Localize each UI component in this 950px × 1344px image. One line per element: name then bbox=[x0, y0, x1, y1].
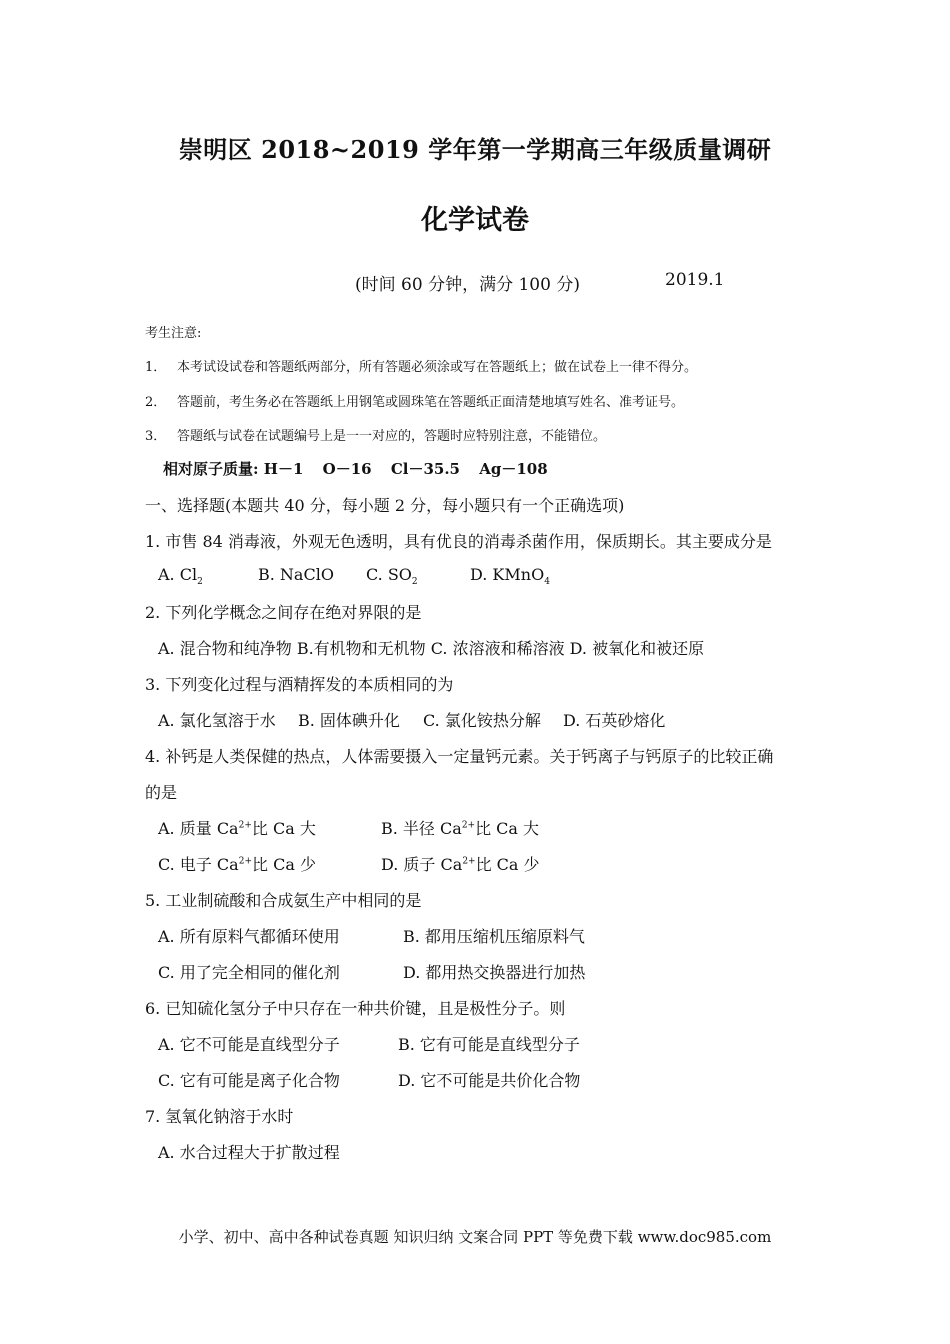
atomic-mass-o: O－16 bbox=[322, 460, 372, 478]
q5-option-b: B. 都用压缩机压缩原料气 bbox=[403, 927, 585, 946]
q4-option-d: D. 质子 $Ca^{2+}$比 Ca 少 bbox=[381, 855, 540, 874]
exam-title: 崇明区 2018~2019 学年第一学期高三年级质量调研 bbox=[178, 135, 772, 164]
q4-option-c: C. 电子 $Ca^{2+}$比 Ca 少 bbox=[158, 855, 316, 874]
q6-option-d: D. 它不可能是共价化合物 bbox=[398, 1071, 581, 1090]
question-4-stem: 4. 补钙是人类保健的热点，人体需要摄入一定量钙元素。关于钙离子与钙原子的比较正确 bbox=[145, 747, 774, 766]
q3-option-c: C. 氯化铵热分解 bbox=[423, 711, 541, 730]
atomic-mass-cl: Cl－35.5 bbox=[390, 460, 460, 478]
q4-option-a: A. 质量 $Ca^{2+}$比 Ca 大 bbox=[158, 819, 316, 838]
question-3-stem: 3. 下列变化过程与酒精挥发的本质相同的为 bbox=[145, 675, 454, 694]
question-7-stem: 7. 氢氧化钠溶于水时 bbox=[145, 1107, 294, 1126]
note-item: 1． 本考试设试卷和答题纸两部分，所有答题必须涂或写在答题纸上；做在试卷上一律不得分。 bbox=[145, 360, 698, 375]
q6-option-c: C. 它有可能是离子化合物 bbox=[158, 1071, 340, 1090]
q1-option-b: B. NaClO bbox=[258, 565, 334, 584]
q3-option-b: B. 固体碘升化 bbox=[298, 711, 400, 730]
exam-subtitle: 化学试卷 bbox=[421, 205, 529, 236]
question-4-stem-cont: 的是 bbox=[145, 783, 178, 802]
note-item: 3． 答题纸与试卷在试题编号上是一一对应的，答题时应特别注意，不能错位。 bbox=[145, 429, 607, 444]
atomic-mass-h: H－1 bbox=[263, 460, 304, 478]
page-footer: 小学、初中、高中各种试卷真题 知识归纳 文案合同 PPT 等免费下载 www.doc985.com bbox=[178, 1228, 772, 1246]
question-2-stem: 2. 下列化学概念之间存在绝对界限的是 bbox=[145, 603, 422, 622]
exam-info: (时间 60 分钟，满分 100 分) bbox=[355, 275, 580, 295]
q2-options: A. 混合物和纯净物 B.有机物和无机物 C. 浓溶液和稀溶液 D. 被氧化和被还原 bbox=[158, 639, 705, 658]
q5-option-c: C. 用了完全相同的催化剂 bbox=[158, 963, 340, 982]
q3-option-d: D. 石英砂熔化 bbox=[563, 711, 666, 730]
q7-option-a: A. 水合过程大于扩散过程 bbox=[158, 1143, 340, 1162]
notes-heading: 考生注意: bbox=[145, 326, 202, 341]
q6-option-b: B. 它有可能是直线型分子 bbox=[398, 1035, 580, 1054]
question-6-stem: 6. 已知硫化氢分子中只存在一种共价键，且是极性分子。则 bbox=[145, 999, 566, 1018]
q1-option-a: A. $Cl_2$ bbox=[158, 565, 203, 588]
atomic-masses bbox=[163, 458, 548, 479]
atomic-mass-ag: Ag－108 bbox=[479, 460, 548, 478]
exam-date: 2019.1 bbox=[665, 270, 725, 290]
note-item: 2． 答题前，考生务必在答题纸上用钢笔或圆珠笔在答题纸正面清楚地填写姓名、准考证号。 bbox=[145, 395, 685, 410]
q1-option-d: D. KMnO$_4$ bbox=[470, 565, 550, 588]
q4-option-b: B. 半径 $Ca^{2+}$比 Ca 大 bbox=[381, 819, 540, 838]
q5-option-a: A. 所有原料气都循环使用 bbox=[158, 927, 340, 946]
question-1-stem: 1. 市售 84 消毒液，外观无色透明，具有优良的消毒杀菌作用，保质期长。其主要成分是 bbox=[145, 532, 772, 551]
q1-option-c: C. $SO_2$ bbox=[366, 565, 418, 588]
question-5-stem: 5. 工业制硫酸和合成氨生产中相同的是 bbox=[145, 891, 422, 910]
section-heading: 一、选择题(本题共 40 分，每小题 2 分，每小题只有一个正确选项) bbox=[145, 496, 625, 515]
atomic-masses-label: 相对原子质量: bbox=[163, 460, 259, 478]
q3-option-a: A. 氯化氢溶于水 bbox=[158, 711, 276, 730]
q6-option-a: A. 它不可能是直线型分子 bbox=[158, 1035, 340, 1054]
q5-option-d: D. 都用热交换器进行加热 bbox=[403, 963, 586, 982]
